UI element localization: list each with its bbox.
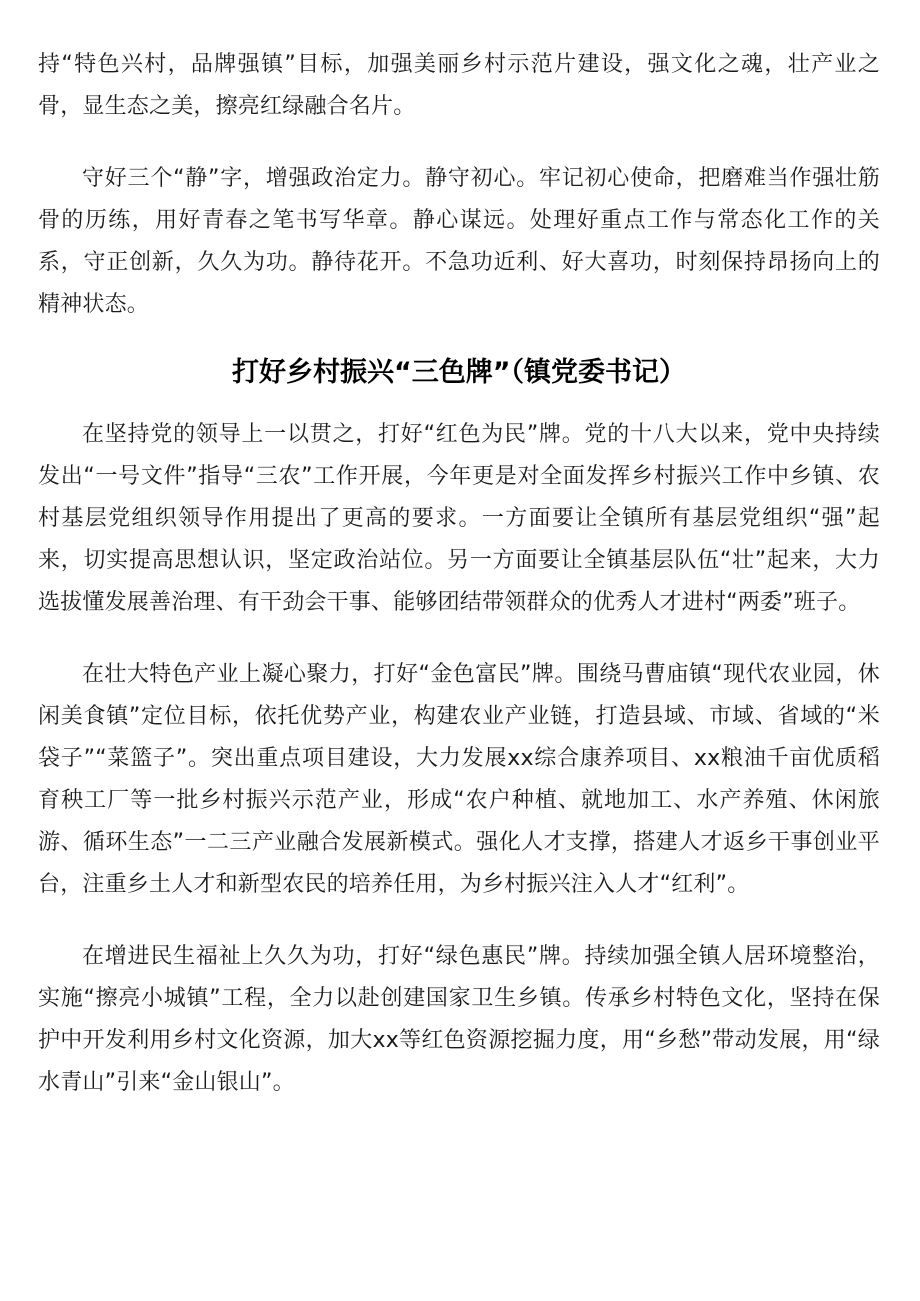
document-page <box>38 44 880 1104</box>
jing-paragraph: 守好三个“静”字，增强政治定力。静守初心。牢记初心使命，把磨难当作强壮筋骨的历练，用好青春之笔书写华章。静心谋远。处理好重点工作与常态化工作的关系，守正创新，久久为功。静待花开。不急功近利、好大喜功，时刻保持昂扬向上的精神状态。 <box>38 166 880 317</box>
green-paragraph: 在增进民生福祉上久久为功，打好“绿色惠民”牌。持续加强全镇人居环境整治，实施“擦亮小城镇”工程，全力以赴创建国家卫生乡镇。传承乡村特色文化，坚持在保护中开发利用乡村文化资源，加大xx等红色资源挖掘力度，用“乡愁”带动发展，用“绿水青山”引来“金山银山”。 <box>38 944 880 1095</box>
section-title: 打好乡村振兴“三色牌”（镇党委书记） <box>232 357 686 388</box>
intro-continuation-paragraph: 持“特色兴村，品牌强镇”目标，加强美丽乡村示范片建设，强文化之魂，壮产业之骨，显生态之美，擦亮红绿融合名片。 <box>38 52 880 119</box>
gold-paragraph: 在壮大特色产业上凝心聚力，打好“金色富民”牌。围绕马曹庙镇“现代农业园，休闲美食镇”定位目标，依托优势产业，构建农业产业链，打造县域、市域、省域的“米袋子”“菜篮子”。突出重点项目建设，大力发展xx综合康养项目、xx粮油千亩优质稻育秧工厂等一批乡村振兴示范产业，形成“农户种植、就地加工、水产养殖、休闲旅游、循环生态”一二三产业融合发展新模式。强化人才支撑，搭建人才返乡干事创业平台，注重乡土人才和新型农民的培养任用，为乡村振兴注入人才“红利”。 <box>38 662 880 897</box>
red-paragraph: 在坚持党的领导上一以贯之，打好“红色为民”牌。党的十八大以来，党中央持续发出“一号文件”指导“三农”工作开展，今年更是对全面发挥乡村振兴工作中乡镇、农村基层党组织领导作用提出了更高的要求。一方面要让全镇所有基层党组织“强”起来，切实提高思想认识，坚定政治站位。另一方面要让全镇基层队伍“壮”起来，大力选拔懂发展善治理、有干劲会干事、能够团结带领群众的优秀人才进村“两委”班子。 <box>38 422 880 615</box>
